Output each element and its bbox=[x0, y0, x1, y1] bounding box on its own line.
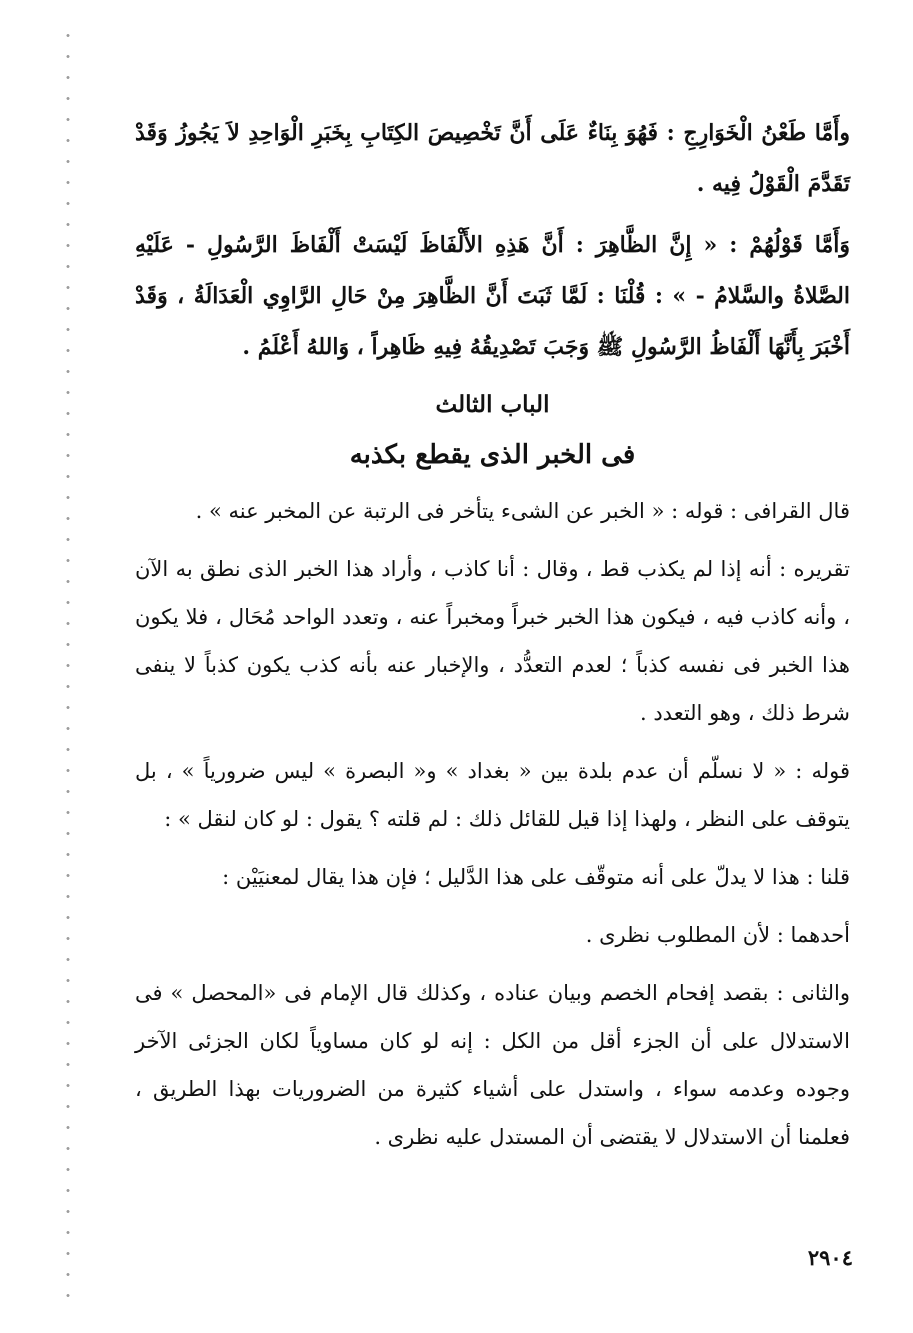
paragraph-taqrir: تقريره : أنه إذا لم يكذب قط ، وقال : أنا كاذب ، وأراد هذا الخبر الذى نطق به الآن ، وأنه كاذب فيه ، فيكون هذا الخبر خبراً ومخبراً عنه ، وتعدد الواحد مُحَال ، فلا يكون هذا الخبر فى نفسه كذباً ؛ لعدم التعدُّد ، والإخبار عنه بأنه كذب يكون كذباً لا ينفى شرط ذلك ، وهو التعدد . bbox=[135, 557, 850, 725]
paragraph-khawarij: وأَمَّا طَعْنُ الْخَوَارِجِ : فَهُوَ بِنَاءٌ عَلَى أَنَّ تَخْصِيصَ الكِتَابِ بِخَبَرِ الْوَاحِدِ لاَ يَجُوزُ وَقَدْ تَقَدَّمَ الْقَوْلُ فِيه . bbox=[135, 120, 850, 197]
paragraph-qulna: قلنا : هذا لا يدلّ على أنه متوقّف على هذا الدَّليل ؛ فإن هذا يقال لمعنيَيْن : bbox=[222, 865, 850, 889]
binding-holes bbox=[58, 25, 78, 1315]
page-content bbox=[135, 108, 850, 1171]
chapter-title: الباب الثالث bbox=[435, 391, 550, 418]
chapter-subtitle: فى الخبر الذى يقطع بكذبه bbox=[349, 440, 636, 470]
page-number: ٢٩٠٤ bbox=[807, 1245, 853, 1270]
paragraph-althani: والثانى : بقصد إفحام الخصم وبيان عناده ، وكذلك قال الإمام فى «المحصل » فى الاستدلال على أن الجزء أقل من الكل : إنه لو كان مساوياً لكان الجزئى الآخر وجوده وعدمه سواء ، واستدل على أشياء كثيرة من الضروريات بهذا الطريق ، فعلمنا أن الاستدلال لا يقتضى أن المستدل عليه نظرى . bbox=[135, 981, 850, 1149]
paragraph-qawluhu: قوله : « لا نسلّم أن عدم بلدة بين « بغداد » و« البصرة » ليس ضرورياً » ، بل يتوقف على النظر ، ولهذا إذا قيل للقائل ذلك : لم قلته ؟ يقول : لو كان لنقل » : bbox=[135, 759, 850, 831]
paragraph-qarafi: قال القرافى : قوله : « الخبر عن الشىء يتأخر فى الرتبة عن المخبر عنه » . bbox=[195, 499, 850, 523]
paragraph-prophet-words: وَأَمَّا قَوْلُهُمْ : « إِنَّ الظَّاهِرَ : أَنَّ هَذِهِ الأَلْفَاظَ لَيْسَتْ أَلْفَاظَ الرَّسُولِ - عَلَيْهِ الصَّلاةُ والسَّلامُ - » : قُلْنَا : لَمَّا ثَبَتَ أَنَّ الظَّاهِرَ مِنْ حَالِ الرَّاوِي الْعَدَالَةُ ، وَقَدْ أَخْبَرَ بِأَنَّهَا أَلْفَاظُ الرَّسُولِ ﷺ وَجَبَ تَصْدِيقُهُ فِيهِ ظَاهِراً ، وَاللهُ أَعْلَمُ . bbox=[135, 232, 850, 360]
paragraph-ahaduhuma: أحدهما : لأن المطلوب نظرى . bbox=[585, 923, 850, 947]
